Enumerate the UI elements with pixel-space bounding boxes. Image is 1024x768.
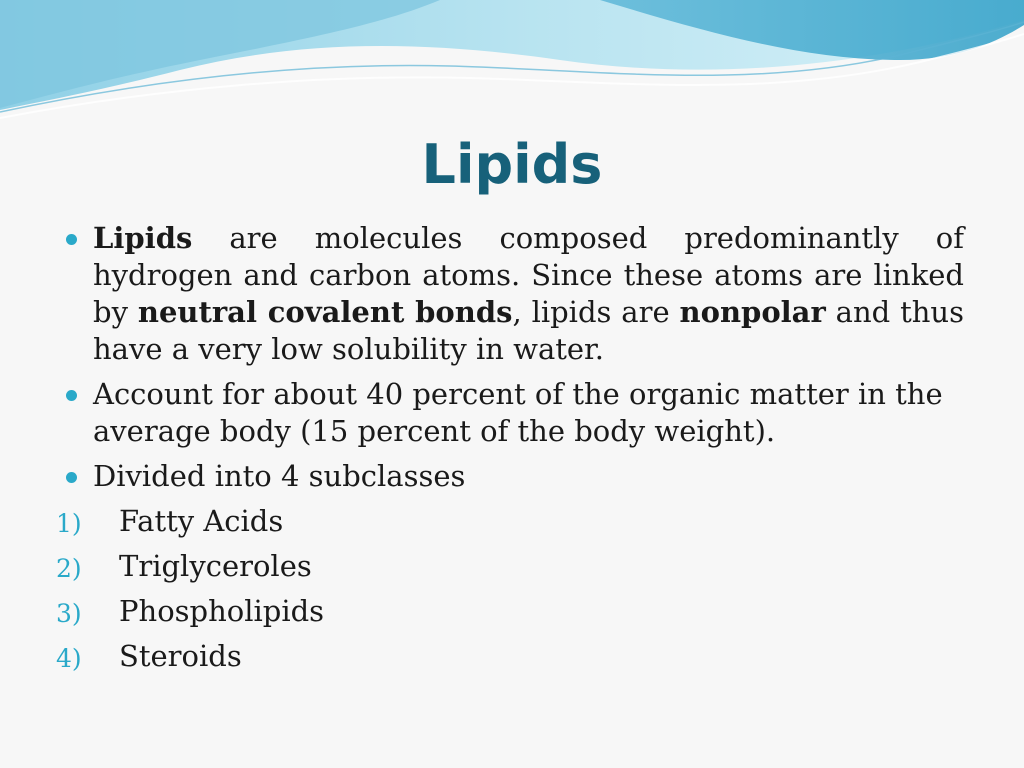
subclass-item <box>56 638 964 675</box>
bullet-dot-icon <box>66 390 77 401</box>
bullet-text: Divided into 4 subclasses <box>93 459 466 493</box>
bullet-organic-matter <box>62 376 964 450</box>
subclass-number: 4) <box>56 644 82 673</box>
bullet-text: Account for about 40 percent of the organic matter in the average body (15 percent of the body weight). <box>93 377 943 448</box>
slide-body <box>56 220 964 675</box>
bullet-text: , lipids are <box>512 295 680 329</box>
subclass-number: 2) <box>56 554 82 583</box>
bold-term-nonpolar: nonpolar <box>679 295 826 329</box>
bullet-lipids-definition <box>62 220 964 368</box>
bullet-text: are molecules composed predominantly of hydrogen and carbon atoms. Since these atoms are linked by <box>93 221 964 329</box>
bullet-subclasses <box>62 458 964 495</box>
slide-title: Lipids <box>421 133 603 196</box>
bullet-dot-icon <box>66 472 77 483</box>
subclass-label: Fatty Acids <box>119 504 284 538</box>
subclass-label: Steroids <box>119 639 242 673</box>
subclass-number: 1) <box>56 509 82 538</box>
bold-term-neutral-covalent-bonds: neutral covalent bonds <box>137 295 513 329</box>
wave-header-decoration <box>0 0 1024 130</box>
subclass-label: Phospholipids <box>119 594 325 628</box>
bullet-text: and thus have a very low solubility in water. <box>93 295 964 366</box>
subclass-label: Triglyceroles <box>119 549 312 583</box>
bold-term-lipids: Lipids <box>93 221 193 255</box>
subclass-item <box>56 593 964 630</box>
subclass-item <box>56 503 964 540</box>
bullet-dot-icon <box>66 234 77 245</box>
subclass-item <box>56 548 964 585</box>
subclass-number: 3) <box>56 599 82 628</box>
